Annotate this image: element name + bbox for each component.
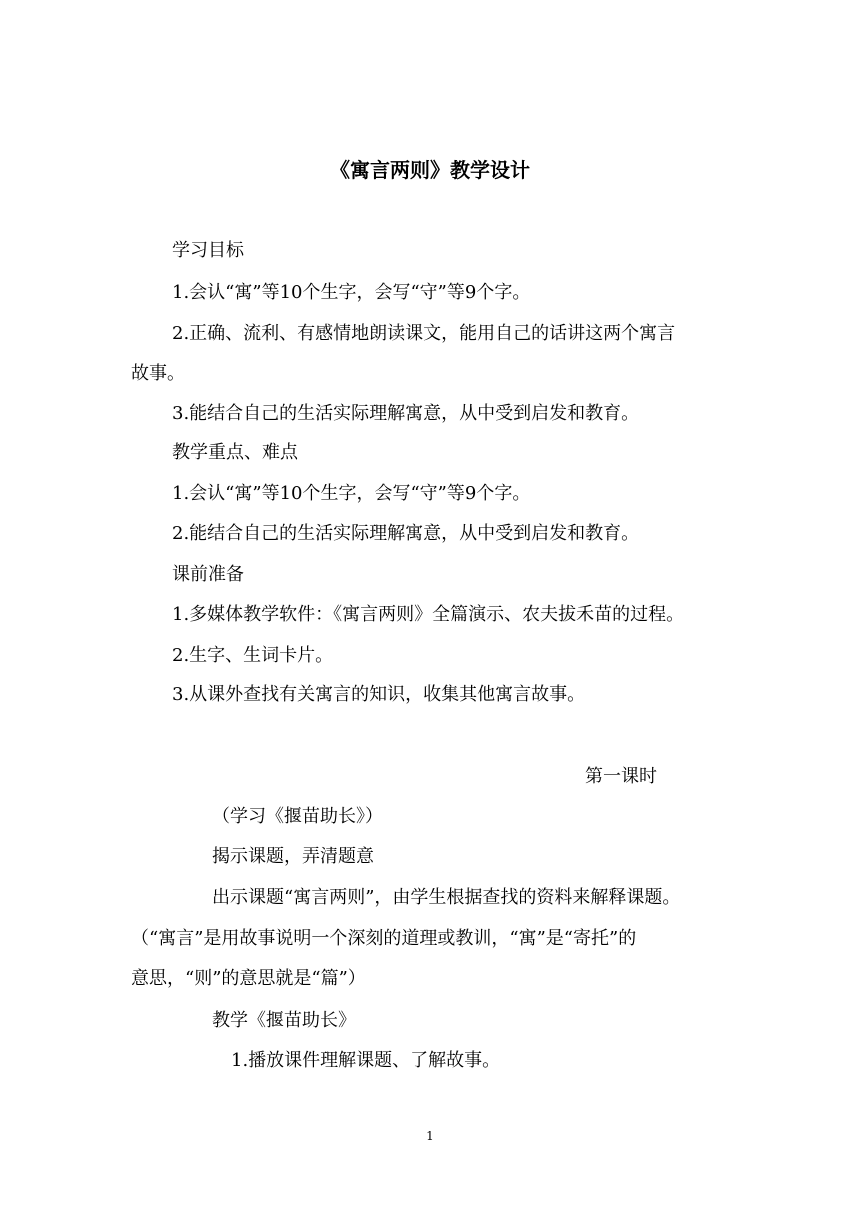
goal-item-2-continuation: 故事。 bbox=[131, 363, 185, 384]
page-number: 1 bbox=[426, 1129, 434, 1143]
prep-heading: 课前准备 bbox=[172, 564, 244, 585]
goal-item-1: 1.会认“寓”等10个生字，会写“守”等9个字。 bbox=[172, 282, 531, 303]
step-1-text-line-2: （“寓言”是用故事说明一个深刻的道理或教训，“寓”是“寄托”的 bbox=[131, 928, 637, 949]
document-title: 《寓言两则》教学设计 bbox=[330, 158, 530, 182]
prep-item-1: 1.多媒体教学软件：《寓言两则》全篇演示、农夫拔禾苗的过程。 bbox=[172, 604, 685, 625]
goal-item-3: 3.能结合自己的生活实际理解寓意，从中受到启发和教育。 bbox=[172, 403, 640, 424]
step-1-heading: 揭示课题，弄清题意 bbox=[212, 846, 374, 867]
prep-item-3: 3.从课外查找有关寓言的知识，收集其他寓言故事。 bbox=[172, 684, 586, 705]
step-2-item-1: 1.播放课件理解课题、了解故事。 bbox=[231, 1050, 501, 1071]
key-point-item-1: 1.会认“寓”等10个生字，会写“守”等9个字。 bbox=[172, 483, 531, 504]
goal-item-2: 2.正确、流利、有感情地朗读课文，能用自己的话讲这两个寓言 bbox=[172, 323, 676, 344]
step-1-text-line-3: 意思，“则”的意思就是“篇”） bbox=[131, 968, 366, 989]
goals-heading: 学习目标 bbox=[172, 240, 244, 261]
lesson-heading: 第一课时 bbox=[585, 766, 657, 787]
step-2-heading: 教学《揠苗助长》 bbox=[212, 1010, 356, 1031]
key-point-item-2: 2.能结合自己的生活实际理解寓意，从中受到启发和教育。 bbox=[172, 523, 640, 544]
prep-item-2: 2.生字、生词卡片。 bbox=[172, 645, 334, 666]
step-1-text-line-1: 出示课题“寓言两则”，由学生根据查找的资料来解释课题。 bbox=[212, 887, 681, 908]
lesson-subheading: （学习《揠苗助长》） bbox=[212, 806, 383, 827]
key-points-heading: 教学重点、难点 bbox=[172, 442, 298, 463]
